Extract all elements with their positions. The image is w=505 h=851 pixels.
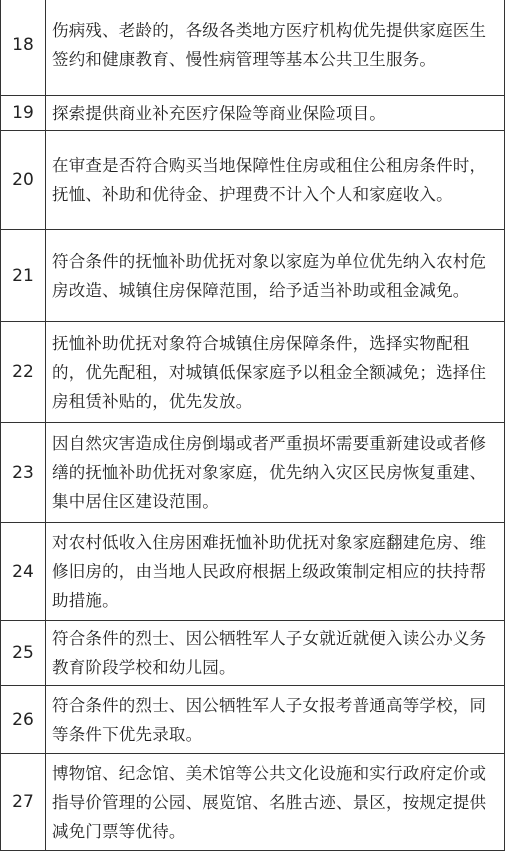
row-number: 25 [1,621,46,686]
row-content: 符合条件的烈士、因公牺牲军人子女就近就便入读公办义务教育阶段学校和幼儿园。 [46,621,505,686]
table-row [1,621,505,686]
table-row [1,0,505,96]
row-content: 因自然灾害造成住房倒塌或者严重损坏需要重新建设或者修缮的抚恤补助优抚对象家庭，优先纳入灾区民房恢复重建、集中居住区建设范围。 [46,423,505,523]
row-content: 抚恤补助优抚对象符合城镇住房保障条件，选择实物配租的，优先配租，对城镇低保家庭予以租金全额减免；选择住房租赁补贴的，优先发放。 [46,322,505,423]
row-number: 21 [1,230,46,322]
row-content: 符合条件的烈士、因公牺牲军人子女报考普通高等学校，同等条件下优先录取。 [46,686,505,754]
table-row [1,322,505,423]
row-content: 符合条件的抚恤补助优抚对象以家庭为单位优先纳入农村危房改造、城镇住房保障范围，给予适当补助或租金减免。 [46,230,505,322]
row-number: 27 [1,754,46,851]
table-row [1,96,505,131]
row-number: 20 [1,131,46,230]
row-content: 博物馆、纪念馆、美术馆等公共文化设施和实行政府定价或指导价管理的公园、展览馆、名胜古迹、景区，按规定提供减免门票等优待。 [46,754,505,851]
row-number: 26 [1,686,46,754]
table-row [1,423,505,523]
row-content: 伤病残、老龄的，各级各类地方医疗机构优先提供家庭医生签约和健康教育、慢性病管理等基本公共卫生服务。 [46,0,505,96]
row-number: 23 [1,423,46,523]
table-row [1,230,505,322]
table-row [1,754,505,851]
row-number: 19 [1,96,46,131]
row-number: 22 [1,322,46,423]
row-number: 18 [1,0,46,96]
table-row [1,523,505,621]
row-content: 探索提供商业补充医疗保险等商业保险项目。 [46,96,505,131]
table-row [1,686,505,754]
row-content: 在审查是否符合购买当地保障性住房或租住公租房条件时，抚恤、补助和优待金、护理费不计入个人和家庭收入。 [46,131,505,230]
row-content: 对农村低收入住房困难抚恤补助优抚对象家庭翻建危房、维修旧房的，由当地人民政府根据上级政策制定相应的扶持帮助措施。 [46,523,505,621]
row-number: 24 [1,523,46,621]
table-row [1,131,505,230]
